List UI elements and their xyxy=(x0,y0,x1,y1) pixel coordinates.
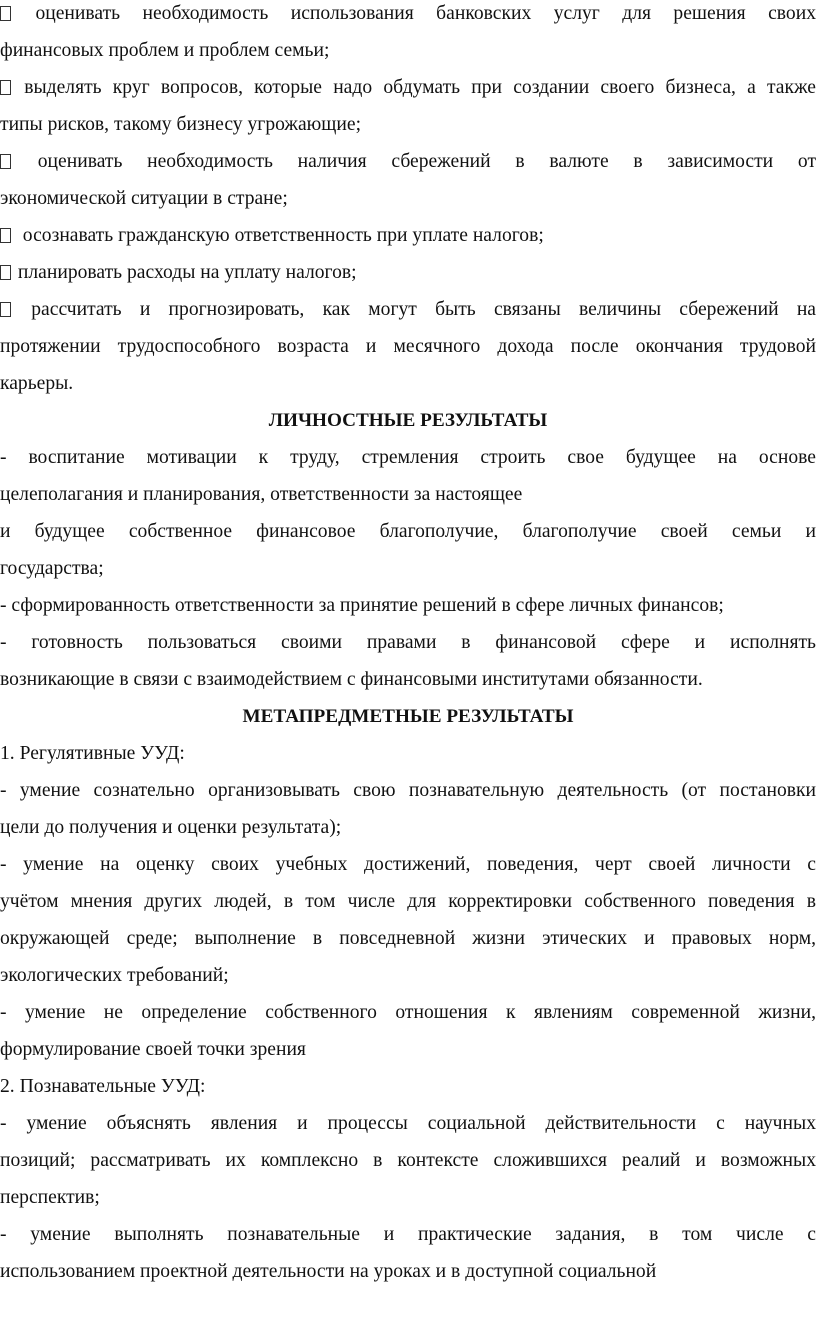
bullet-item-continuation: типы рисков, такому бизнесу угрожающие; xyxy=(0,114,362,135)
bullet-item-continuation: карьеры. xyxy=(0,373,74,394)
paragraph-line: перспектив; xyxy=(0,1187,100,1208)
bullet-box-icon xyxy=(0,302,11,317)
bullet-box-icon xyxy=(0,265,11,280)
paragraph-line: - умение не определение собственного отношения к явлениям современной жизни, xyxy=(0,1002,816,1023)
paragraph-line: учётом мнения других людей, в том числе для корректировки собственного поведения в xyxy=(0,891,816,912)
paragraph-line: государства; xyxy=(0,558,104,579)
paragraph-line: и будущее собственное финансовое благополучие, благополучие своей семьи и xyxy=(0,521,816,542)
bullet-item: оценивать необходимость использования банковских услуг для решения своих xyxy=(0,1,816,27)
paragraph-line: целеполагания и планирования, ответственности за настоящее xyxy=(0,484,523,505)
bullet-item: выделять круг вопросов, которые надо обдумать при создании своего бизнеса, а также xyxy=(0,75,816,101)
bullet-item: рассчитать и прогнозировать, как могут быть связаны величины сбережений на xyxy=(0,297,816,323)
bullet-box-icon xyxy=(0,154,11,169)
subheading-cognitive: 2. Познавательные УУД: xyxy=(0,1076,206,1097)
bullet-box-icon xyxy=(0,228,11,243)
subheading-regulative: 1. Регулятивные УУД: xyxy=(0,743,185,764)
bullet-item-continuation: финансовых проблем и проблем семьи; xyxy=(0,40,330,61)
paragraph-line: использованием проектной деятельности на уроках и в доступной социальной xyxy=(0,1261,657,1282)
paragraph-line: - умение на оценку своих учебных достижений, поведения, черт своей личности с xyxy=(0,854,816,875)
paragraph-line: возникающие в связи с взаимодействием с финансовыми институтами обязанности. xyxy=(0,669,703,690)
bullet-item-continuation: протяжении трудоспособного возраста и месячного дохода после окончания трудовой xyxy=(0,336,816,357)
bullet-box-icon xyxy=(0,80,11,95)
paragraph-line: - воспитание мотивации к труду, стремления строить свое будущее на основе xyxy=(0,447,816,468)
bullet-box-icon xyxy=(0,6,11,21)
paragraph-line: - умение выполнять познавательные и практические задания, в том числе с xyxy=(0,1224,816,1245)
paragraph-line: - сформированность ответственности за принятие решений в сфере личных финансов; xyxy=(0,595,724,616)
paragraph-line: экологических требований; xyxy=(0,965,229,986)
bullet-item-continuation: экономической ситуации в стране; xyxy=(0,188,288,209)
section-heading-personal: ЛИЧНОСТНЫЕ РЕЗУЛЬТАТЫ xyxy=(268,410,548,431)
paragraph-line: - умение сознательно организовывать свою познавательную деятельность (от постановки xyxy=(0,780,816,801)
paragraph-line: - готовность пользоваться своими правами в финансовой сфере и исполнять xyxy=(0,632,816,653)
paragraph-line: позиций; рассматривать их комплексно в контексте сложившихся реалий и возможных xyxy=(0,1150,816,1171)
paragraph-line: цели до получения и оценки результата); xyxy=(0,817,342,838)
bullet-item: планировать расходы на уплату налогов; xyxy=(0,260,816,286)
bullet-item: осознавать гражданскую ответственность при уплате налогов; xyxy=(0,223,816,249)
paragraph-line: окружающей среде; выполнение в повседневной жизни этических и правовых норм, xyxy=(0,928,816,949)
paragraph-line: формулирование своей точки зрения xyxy=(0,1039,306,1060)
bullet-item: оценивать необходимость наличия сбережений в валюте в зависимости от xyxy=(0,149,816,175)
paragraph-line: - умение объяснять явления и процессы социальной действительности с научных xyxy=(0,1113,816,1134)
section-heading-meta: МЕТАПРЕДМЕТНЫЕ РЕЗУЛЬТАТЫ xyxy=(242,706,574,727)
